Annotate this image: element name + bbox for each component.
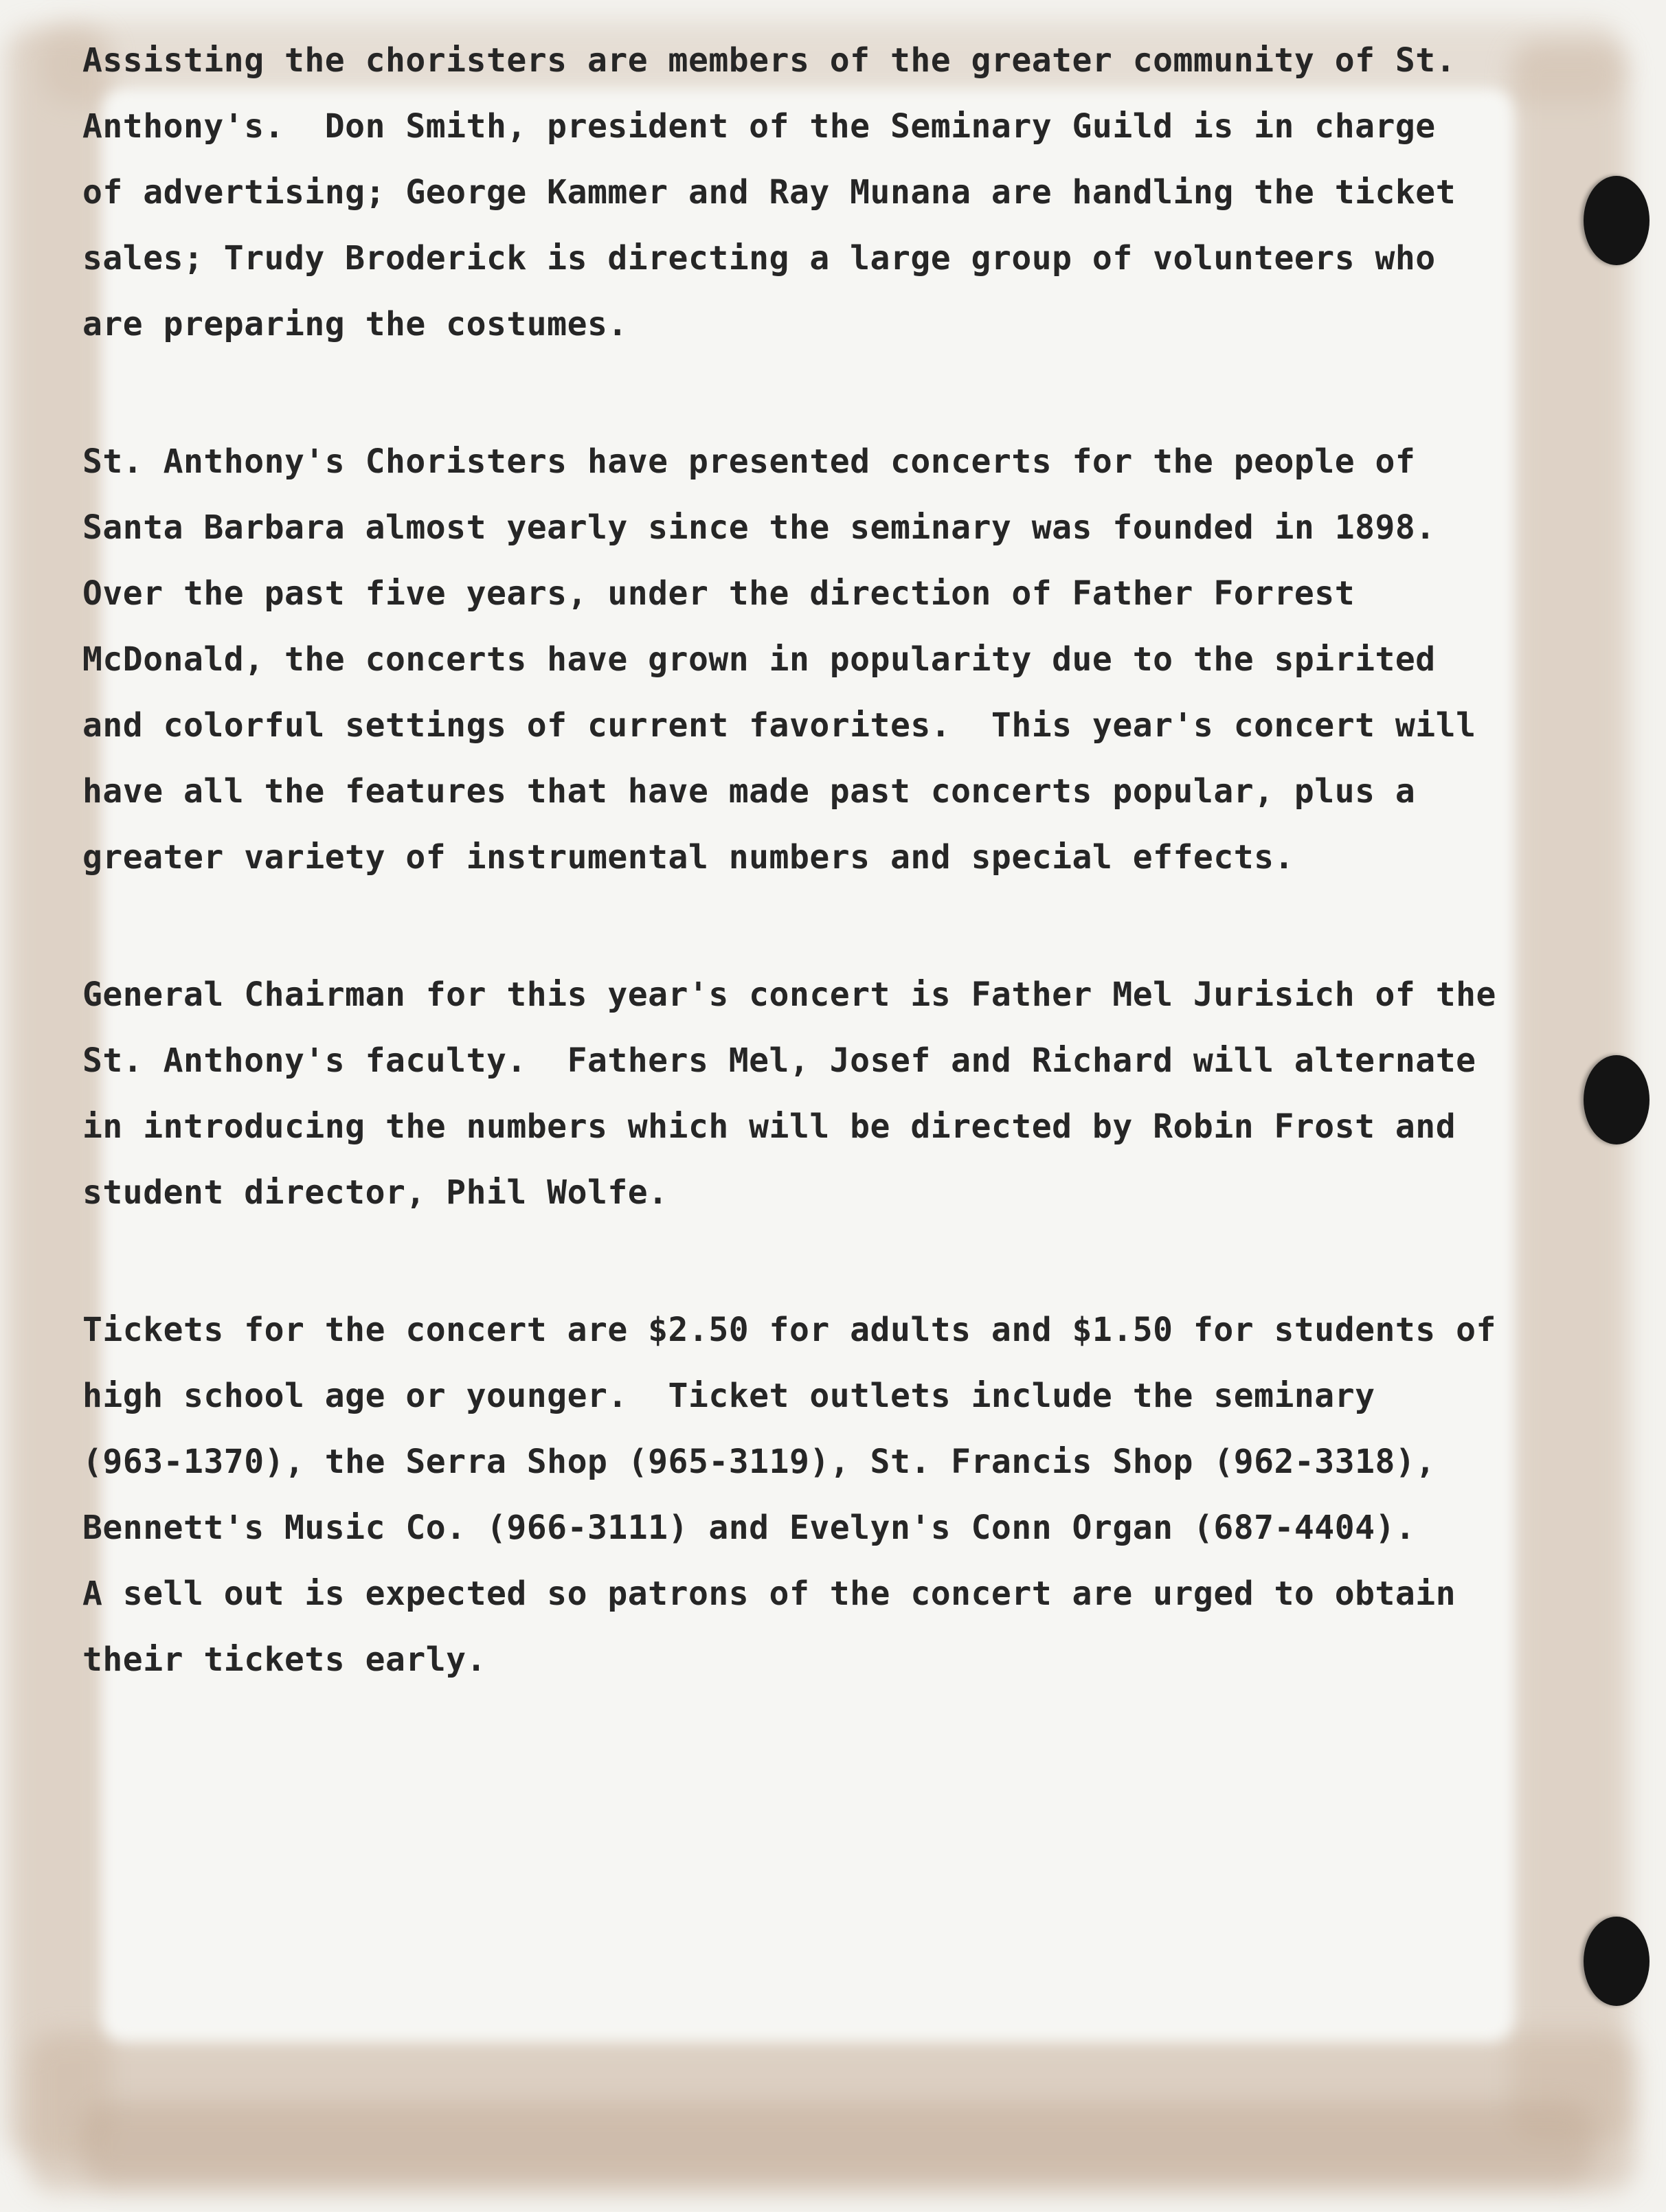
- text-line: have all the features that have made past concerts popular, plus a: [82, 772, 1416, 811]
- punch-hole-icon: [1584, 176, 1650, 265]
- text-line: (963-1370), the Serra Shop (965-3119), St. Francis Shop (962-3318),: [82, 1443, 1436, 1481]
- text-line: Tickets for the concert are $2.50 for adults and $1.50 for students of: [82, 1311, 1496, 1349]
- paragraph-tickets: [82, 1297, 1511, 1693]
- text-line: Anthony's. Don Smith, president of the Seminary Guild is in charge: [82, 107, 1436, 146]
- text-line: are preparing the costumes.: [82, 305, 628, 343]
- text-line: St. Anthony's Choristers have presented concerts for the people of: [82, 442, 1416, 481]
- punch-hole-icon: [1584, 1055, 1650, 1144]
- paragraph-volunteers: [82, 27, 1511, 357]
- text-line: General Chairman for this year's concert is Father Mel Jurisich of the: [82, 975, 1496, 1014]
- text-line: high school age or younger. Ticket outlets include the seminary: [82, 1377, 1375, 1415]
- paper-stain-bottom-dark: [82, 2102, 1594, 2185]
- text-line: of advertising; George Kammer and Ray Munana are handling the ticket: [82, 173, 1456, 212]
- text-line: greater variety of instrumental numbers and special effects.: [82, 838, 1294, 877]
- text-line: St. Anthony's faculty. Fathers Mel, Josef and Richard will alternate: [82, 1041, 1476, 1080]
- text-line: Assisting the choristers are members of the greater community of St.: [82, 41, 1456, 80]
- text-line: Over the past five years, under the direction of Father Forrest: [82, 574, 1355, 613]
- paragraph-chairman: [82, 962, 1511, 1226]
- text-line: sales; Trudy Broderick is directing a large group of volunteers who: [82, 239, 1436, 278]
- text-line: in introducing the numbers which will be directed by Robin Frost and: [82, 1107, 1456, 1146]
- text-line: A sell out is expected so patrons of the concert are urged to obtain: [82, 1575, 1456, 1613]
- typed-text-body: [82, 27, 1511, 1764]
- text-line: Bennett's Music Co. (966-3111) and Evelyn's Conn Organ (687-4404).: [82, 1509, 1416, 1547]
- punch-hole-icon: [1584, 1917, 1650, 2006]
- text-line: and colorful settings of current favorites. This year's concert will: [82, 706, 1476, 745]
- text-line: McDonald, the concerts have grown in popularity due to the spirited: [82, 640, 1436, 679]
- paragraph-history: [82, 429, 1511, 890]
- text-line: their tickets early.: [82, 1640, 486, 1679]
- text-line: student director, Phil Wolfe.: [82, 1173, 668, 1212]
- text-line: Santa Barbara almost yearly since the seminary was founded in 1898.: [82, 508, 1436, 547]
